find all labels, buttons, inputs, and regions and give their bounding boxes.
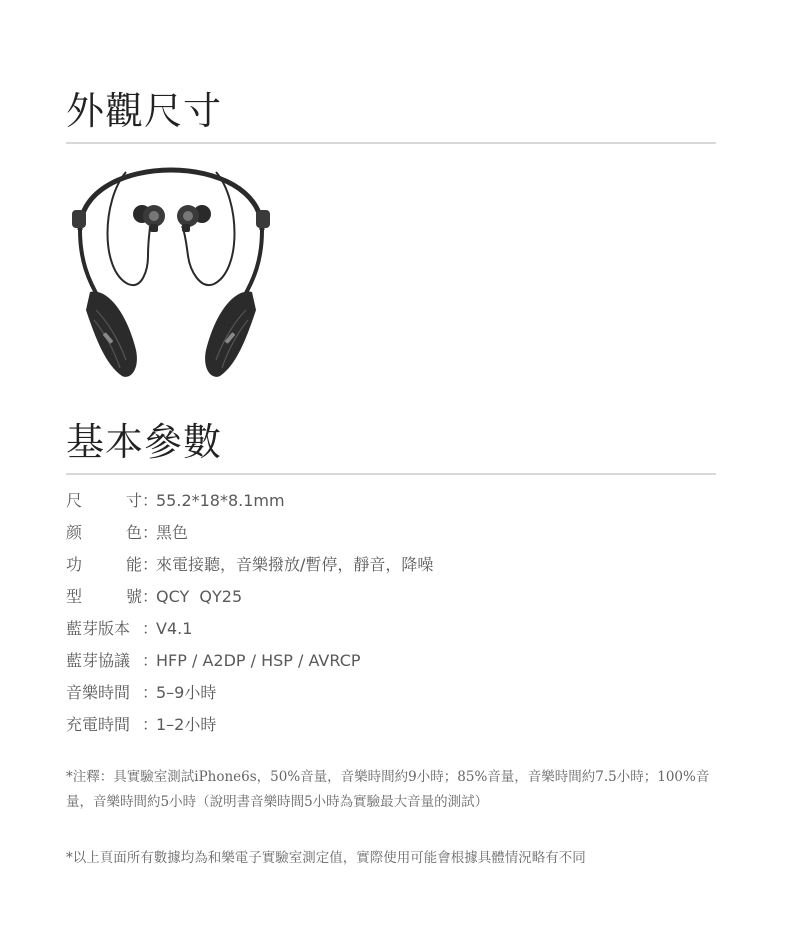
spec-separator: ： <box>142 651 159 670</box>
spec-separator: ： <box>142 491 159 510</box>
disclaimer-note: *以上頁面所有數據均為和樂電子實驗室測定值，實際使用可能會根據具體情況略有不同 <box>66 850 586 866</box>
appearance-section-title: 外觀尺寸 <box>66 89 223 133</box>
spec-value: 1–2小時 <box>156 715 217 734</box>
spec-label: 音樂時間 <box>66 683 131 702</box>
spec-row-charge-time <box>66 712 726 744</box>
spec-separator: ： <box>142 619 159 638</box>
spec-separator: ： <box>142 555 159 574</box>
spec-value: 5–9小時 <box>156 683 217 702</box>
spec-separator: ： <box>142 683 159 702</box>
spec-value: HFP / A2DP / HSP / AVRCP <box>156 651 361 670</box>
spec-value: 黑色 <box>156 523 189 542</box>
spec-value: 來電接聽，音樂撥放/暫停，靜音，降噪 <box>156 555 434 574</box>
spec-label: 充電時間 <box>66 715 131 734</box>
spec-label: 功 能 <box>66 555 142 574</box>
spec-row-bluetooth-version <box>66 616 726 648</box>
spec-separator: ： <box>142 715 159 734</box>
spec-value: 55.2*18*8.1mm <box>156 491 285 510</box>
appearance-divider <box>66 142 716 144</box>
spec-value: V4.1 <box>156 619 193 638</box>
spec-row-model <box>66 584 726 616</box>
spec-row-function <box>66 552 726 584</box>
spec-row-bluetooth-protocol <box>66 648 726 680</box>
specs-section-title: 基本參數 <box>66 420 223 464</box>
battery-test-note: *注釋：具實驗室測試iPhone6s，50%音量，音樂時間約9小時；85%音量，音樂時間約7.5小時；100%音量，音樂時間約5小時（說明書音樂時間5小時為實驗最大音量的測試） <box>66 769 710 810</box>
spec-label: 型 號 <box>66 587 142 606</box>
neckband-headphones-illustration <box>66 160 276 385</box>
product-image <box>66 160 276 385</box>
spec-label: 尺 寸 <box>66 491 142 510</box>
spec-row-music-time <box>66 680 726 712</box>
specs-divider <box>66 473 716 475</box>
spec-separator: ： <box>142 523 159 542</box>
spec-list <box>66 488 726 744</box>
spec-label: 藍芽版本 <box>66 619 131 638</box>
spec-row-size <box>66 488 726 520</box>
spec-separator: ： <box>142 587 159 606</box>
spec-value: QCY QY25 <box>156 587 243 606</box>
spec-label: 颜 色 <box>66 523 142 542</box>
spec-row-color <box>66 520 726 552</box>
spec-label: 藍芽協議 <box>66 651 131 670</box>
